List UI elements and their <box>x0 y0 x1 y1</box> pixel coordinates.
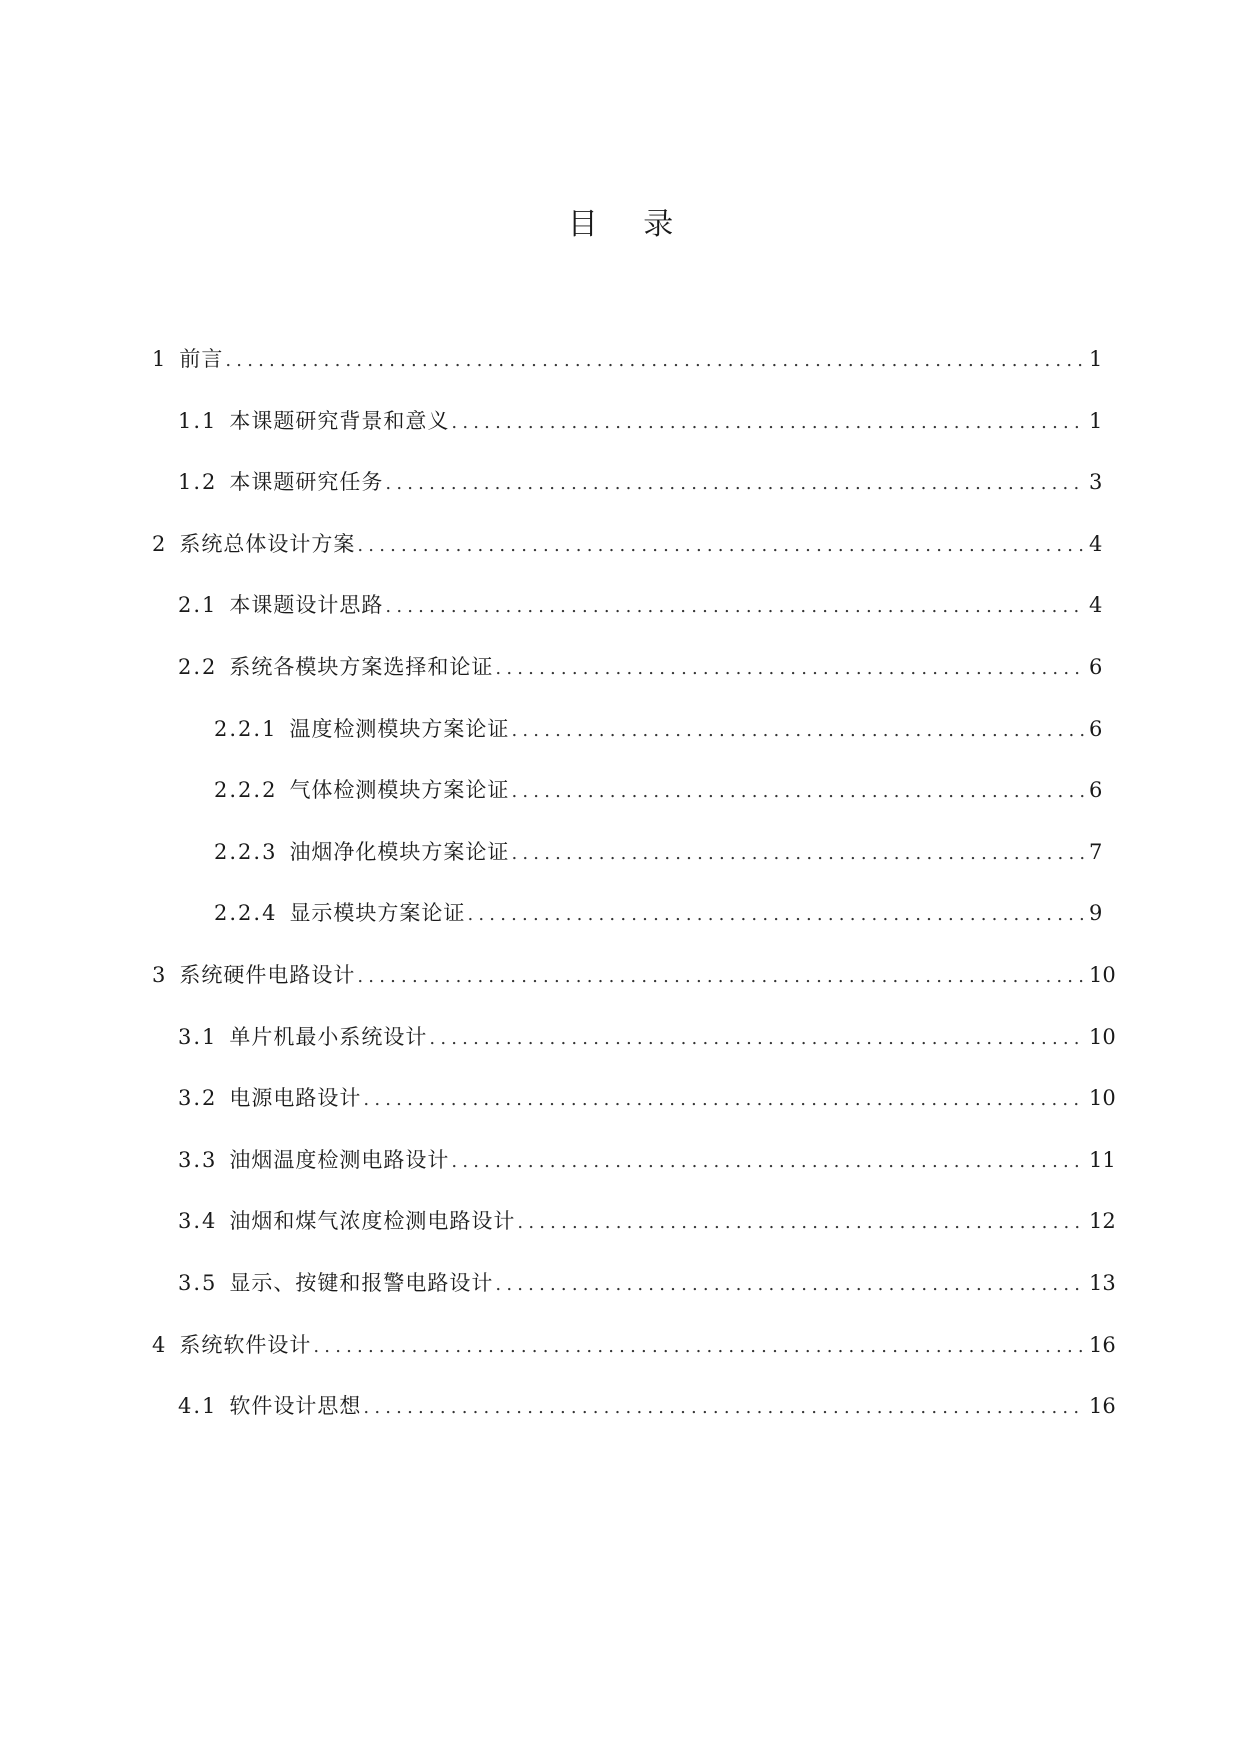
toc-entry-title: 本课题研究任务 <box>229 470 384 495</box>
toc-entry-number: 2.2.3 <box>214 839 278 864</box>
toc-entry-page-number: 4 <box>1089 593 1103 618</box>
toc-entry[interactable] <box>178 588 1101 622</box>
toc-entry-page-number: 13 <box>1089 1271 1116 1295</box>
toc-dot-leader <box>429 1022 1085 1056</box>
toc-dot-leader <box>467 898 1085 932</box>
toc-dot-leader <box>385 467 1085 501</box>
toc-entry-title: 电源电路设计 <box>229 1086 362 1111</box>
toc-entry[interactable] <box>152 1328 1116 1362</box>
toc-entry-title: 系统各模块方案选择和论证 <box>229 655 494 679</box>
toc-entry[interactable] <box>178 404 1101 438</box>
toc-entry-title: 显示模块方案论证 <box>289 901 466 926</box>
toc-entry[interactable] <box>178 465 1101 499</box>
toc-entry-title: 油烟和煤气浓度检测电路设计 <box>229 1209 516 1234</box>
toc-entry-page-number: 12 <box>1089 1209 1116 1234</box>
toc-entry-number: 1.1 <box>178 408 218 433</box>
toc-entry-title: 本课题研究背景和意义 <box>229 408 450 433</box>
toc-entry[interactable] <box>178 1020 1116 1054</box>
toc-dot-leader <box>357 960 1085 994</box>
page-title: 目 录 <box>567 207 692 242</box>
toc-entry-title: 软件设计思想 <box>229 1394 362 1419</box>
toc-entry[interactable] <box>152 958 1116 992</box>
toc-dot-leader <box>313 1330 1085 1364</box>
toc-entry-number: 2.2.2 <box>214 778 278 803</box>
toc-entry-number: 3 <box>152 963 168 987</box>
toc-entry-number: 3.3 <box>178 1147 218 1172</box>
toc-entry-number: 3.5 <box>178 1271 218 1295</box>
toc-entry[interactable] <box>178 1143 1116 1177</box>
toc-entry-number: 4.1 <box>178 1394 218 1419</box>
toc-entry-title: 油烟温度检测电路设计 <box>229 1147 450 1172</box>
toc-dot-leader <box>363 1083 1085 1117</box>
toc-entry-number: 4 <box>152 1332 168 1357</box>
toc-entry-page-number: 10 <box>1089 1086 1116 1111</box>
toc-entry-page-number: 10 <box>1089 1024 1116 1049</box>
toc-entry-number: 1.2 <box>178 470 218 495</box>
toc-entry-number: 2 <box>152 531 168 556</box>
toc-entry-title: 系统硬件电路设计 <box>179 963 356 987</box>
toc-dot-leader <box>357 529 1085 563</box>
toc-dot-leader <box>511 837 1085 871</box>
toc-entry-title: 油烟净化模块方案论证 <box>289 839 510 864</box>
toc-entry-title: 前言 <box>179 347 224 371</box>
toc-entry-title: 单片机最小系统设计 <box>229 1024 428 1049</box>
toc-entry[interactable] <box>178 1389 1116 1423</box>
toc-dot-leader <box>495 1268 1085 1302</box>
toc-entry-page-number: 10 <box>1089 963 1116 987</box>
toc-entry-title: 显示、按键和报警电路设计 <box>229 1271 494 1295</box>
toc-entry-page-number: 7 <box>1089 839 1103 864</box>
toc-entry-number: 2.2.1 <box>214 716 278 741</box>
toc-entry-title: 温度检测模块方案论证 <box>289 716 510 741</box>
toc-entry-page-number: 6 <box>1089 778 1103 803</box>
toc-entry[interactable] <box>214 773 1101 807</box>
toc-dot-leader <box>363 1391 1085 1425</box>
toc-dot-leader <box>495 652 1085 686</box>
toc-entry[interactable] <box>178 650 1101 684</box>
toc-entry-page-number: 16 <box>1089 1332 1116 1357</box>
toc-entry-title: 气体检测模块方案论证 <box>289 778 510 803</box>
toc-entry[interactable] <box>214 896 1101 930</box>
toc-dot-leader <box>451 406 1085 440</box>
toc-entry[interactable] <box>214 712 1101 746</box>
toc-entry-page-number: 3 <box>1089 470 1103 495</box>
toc-entry-title: 本课题设计思路 <box>229 593 384 618</box>
toc-entry-page-number: 4 <box>1089 531 1103 556</box>
toc-entry[interactable] <box>152 527 1101 561</box>
toc-entry-number: 3.2 <box>178 1086 218 1111</box>
toc-entry-number: 1 <box>152 347 168 371</box>
toc-entry-page-number: 9 <box>1089 901 1103 926</box>
toc-entry-number: 2.1 <box>178 593 218 618</box>
toc-dot-leader <box>517 1206 1085 1240</box>
toc-entry-number: 2.2.4 <box>214 901 278 926</box>
toc-dot-leader <box>225 344 1085 378</box>
toc-entry-page-number: 6 <box>1089 716 1103 741</box>
toc-dot-leader <box>511 775 1085 809</box>
toc-dot-leader <box>451 1145 1085 1179</box>
toc-dot-leader <box>511 714 1085 748</box>
toc-entry-number: 3.1 <box>178 1024 218 1049</box>
toc-entry-page-number: 6 <box>1089 655 1103 679</box>
toc-entry-number: 2.2 <box>178 655 218 679</box>
toc-entry-title: 系统软件设计 <box>179 1332 312 1357</box>
toc-entry[interactable] <box>152 342 1101 376</box>
toc-entry-page-number: 1 <box>1089 347 1103 371</box>
toc-entry[interactable] <box>214 835 1101 869</box>
toc-entry[interactable] <box>178 1081 1116 1115</box>
toc-entry-page-number: 1 <box>1089 408 1103 433</box>
toc-entry[interactable] <box>178 1266 1116 1300</box>
toc-entry-number: 3.4 <box>178 1209 218 1234</box>
toc-entry-page-number: 16 <box>1089 1394 1116 1419</box>
toc-entry[interactable] <box>178 1204 1116 1238</box>
toc-entry-page-number: 11 <box>1089 1147 1116 1172</box>
toc-dot-leader <box>385 590 1085 624</box>
toc-entry-title: 系统总体设计方案 <box>179 531 356 556</box>
